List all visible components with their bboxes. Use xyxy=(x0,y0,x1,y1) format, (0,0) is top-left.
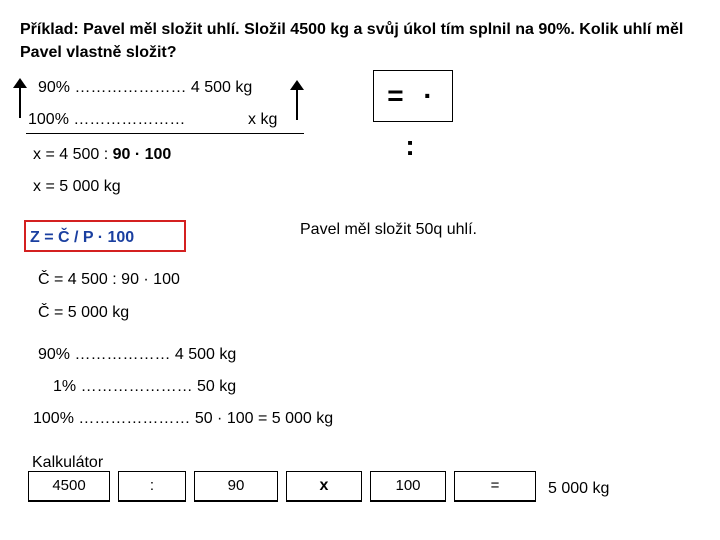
proportion-row-2-left: 100% ………………… xyxy=(28,111,186,128)
proportion-row-1: 90% ………………… 4 500 kg xyxy=(38,79,253,96)
calculator-result: 5 000 kg xyxy=(548,480,610,497)
unit-method-line-1: 90% ……………… 4 500 kg xyxy=(38,346,237,363)
formula-box: Z = Č / P · 100 xyxy=(24,220,186,252)
solution-line-1-bold: 90 · 100 xyxy=(112,146,172,163)
unit-method-line-3: 100% ………………… 50 · 100 = 5 000 kg xyxy=(33,410,334,427)
up-arrow-right-icon xyxy=(290,80,304,120)
calc-key-number: 100 xyxy=(370,471,446,502)
unit-method-line-2: 1% ………………… 50 kg xyxy=(53,378,237,395)
up-arrow-left-icon xyxy=(13,78,27,118)
calc-key-multiply: x xyxy=(286,471,362,502)
operators-box: = · : xyxy=(373,70,453,122)
proportion-row-2-right: x kg xyxy=(248,111,278,128)
calc-key-number: 90 xyxy=(194,471,278,502)
formula-calc-line-2: Č = 5 000 kg xyxy=(38,304,130,321)
calculator-label: Kalkulátor xyxy=(32,454,104,471)
calc-key-equals: = xyxy=(454,471,536,502)
solution-line-1 xyxy=(33,146,171,164)
calc-key-number: 4500 xyxy=(28,471,110,502)
answer-text: Pavel měl složit 50q uhlí. xyxy=(300,221,477,238)
solution-line-1-plain: x = 4 500 : xyxy=(33,146,113,163)
solution-line-2: x = 5 000 kg xyxy=(33,178,121,195)
formula-calc-line-1: Č = 4 500 : 90 · 100 xyxy=(38,271,180,288)
calculator-keys xyxy=(28,471,544,501)
calc-key-divide: : xyxy=(118,471,186,502)
problem-title: Příklad: Pavel měl složit uhlí. Složil 4500 kg a svůj úkol tím splnil na 90%. Kolik uhlí měl Pavel vlastně složit? xyxy=(20,21,684,61)
divider-line xyxy=(26,133,304,134)
